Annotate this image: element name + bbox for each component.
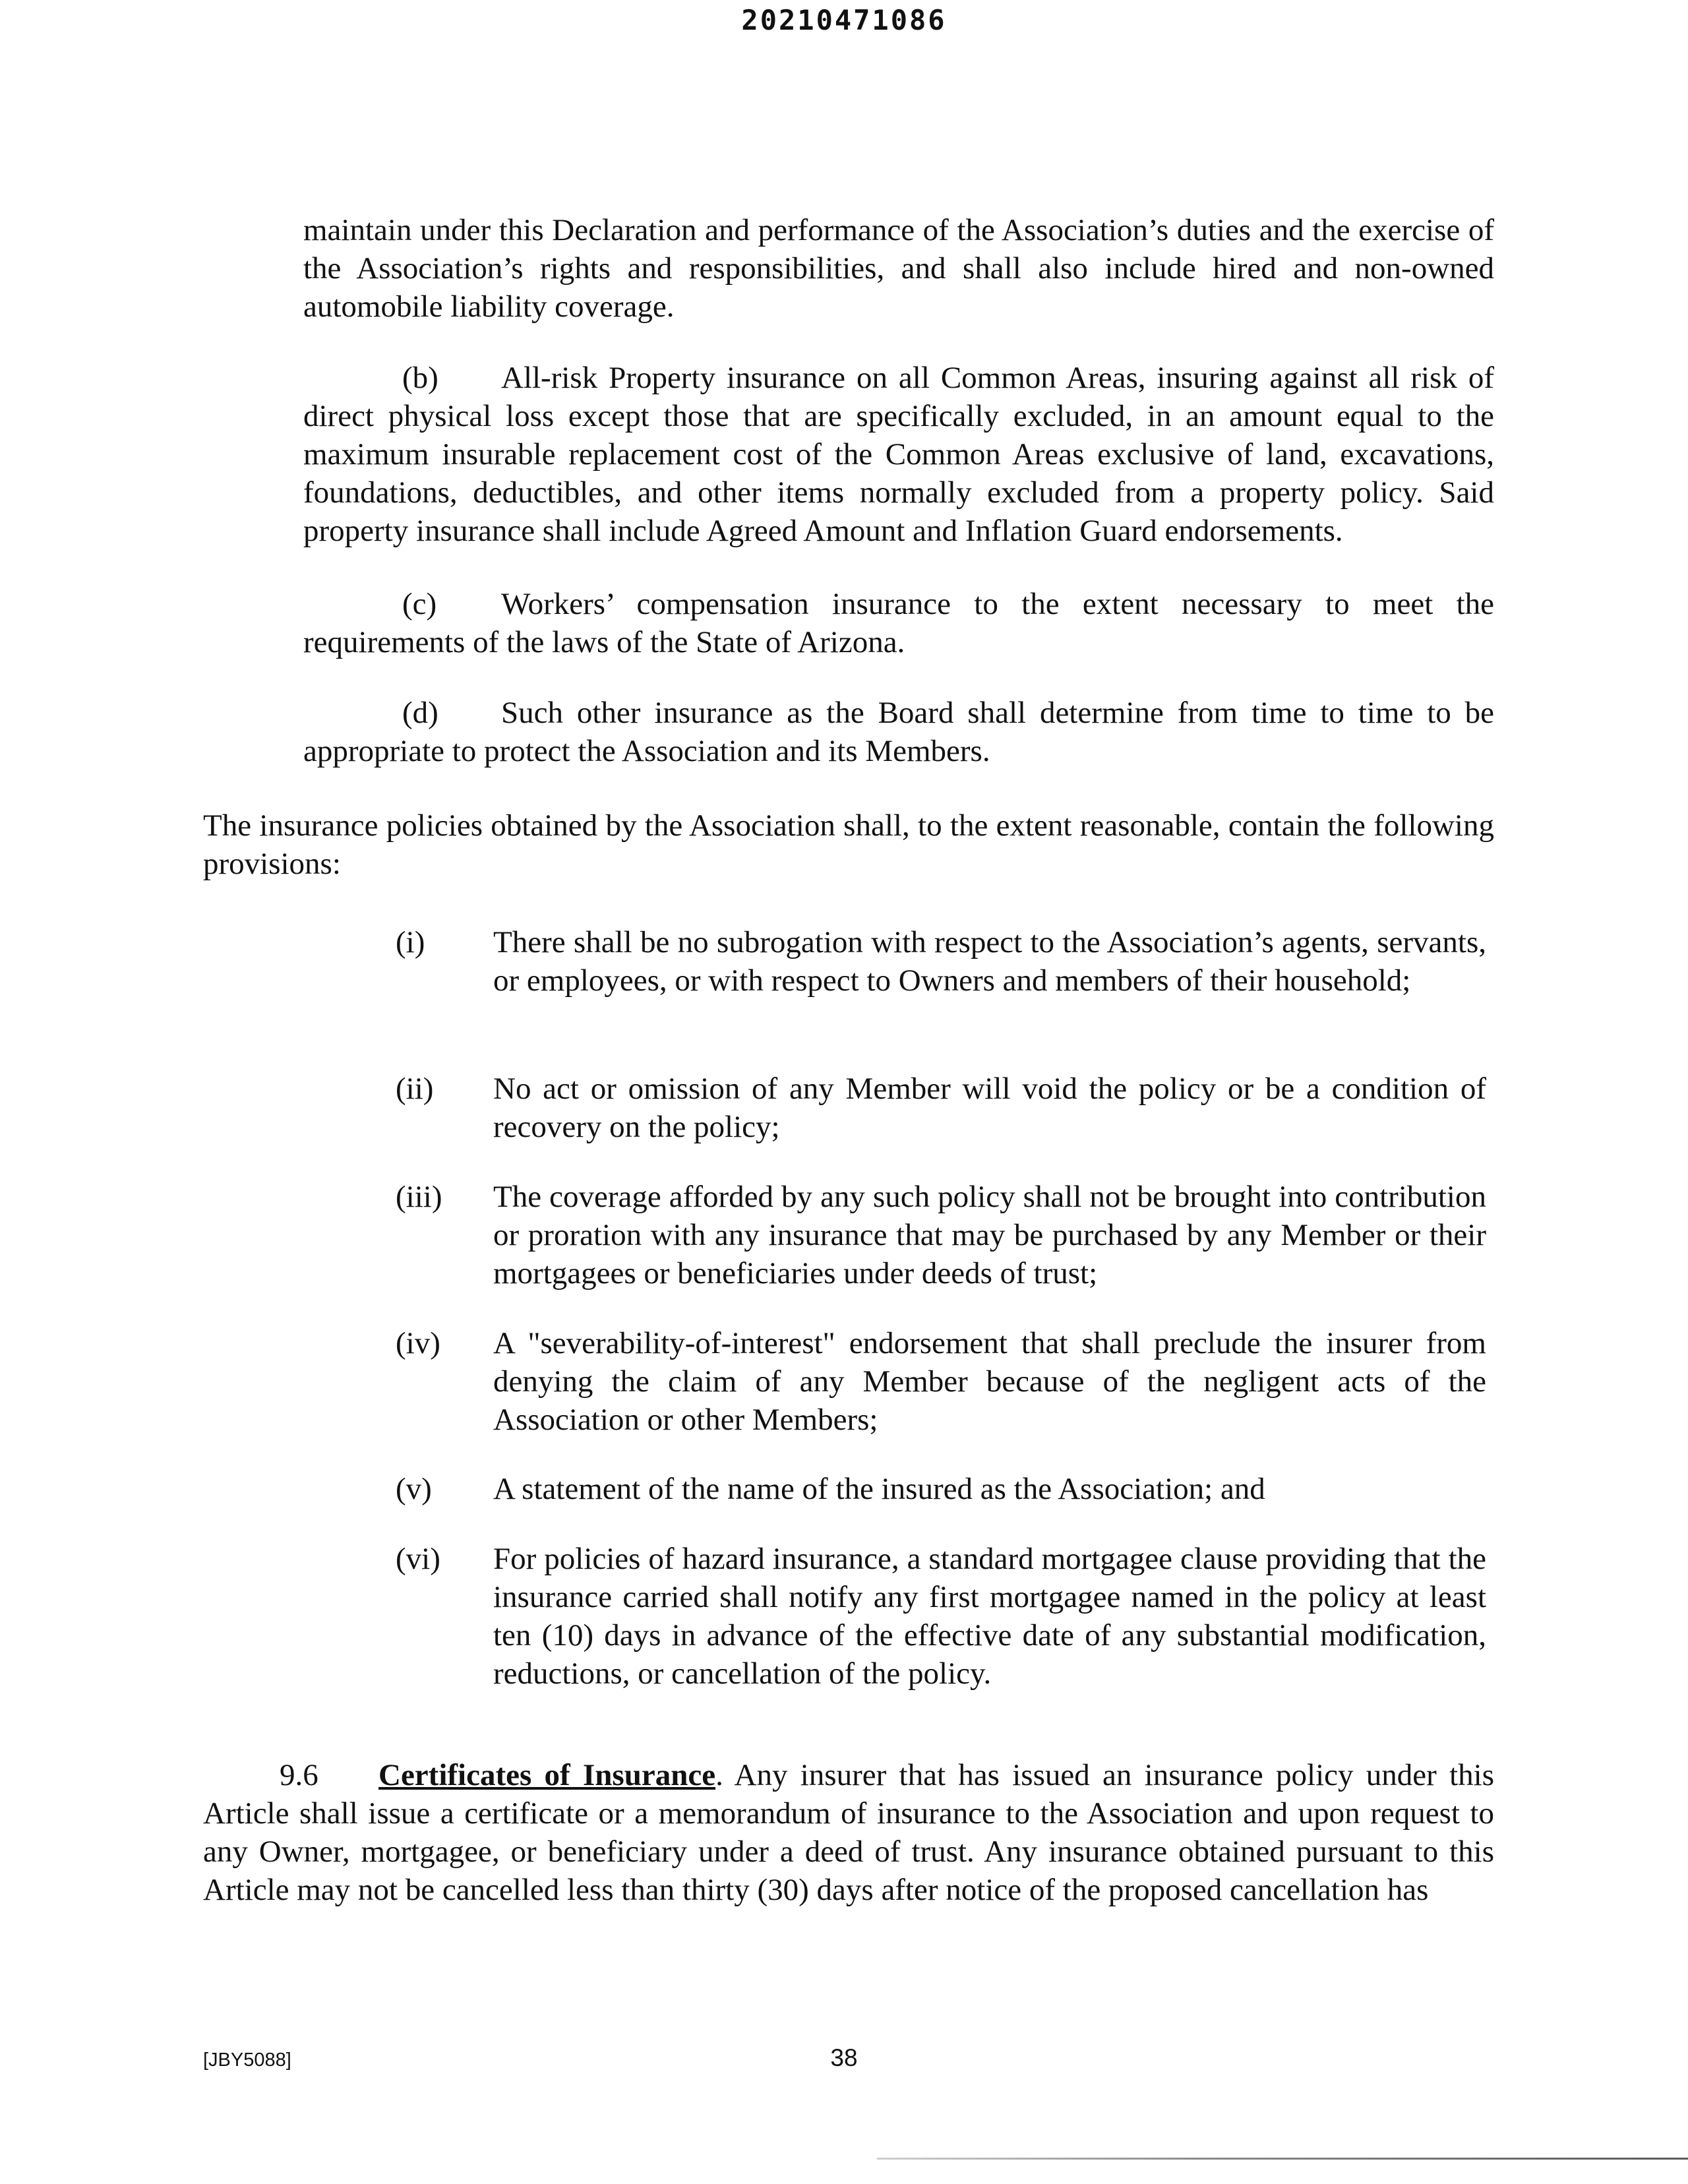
- provision-text: There shall be no subrogation with respect to the Association’s agents, servants, or employees, or with respect to Owners and members of their household;: [493, 925, 1486, 998]
- subparagraph-text: Workers’ compensation insurance to the extent necessary to meet the requirements of the laws of the State of Arizona.: [303, 587, 1494, 659]
- scan-edge-line: [877, 2158, 1688, 2160]
- provision-item: [396, 923, 1486, 1000]
- section-9-6-paragraph: [203, 1756, 1494, 1909]
- subparagraph-label: (d): [402, 696, 438, 730]
- provision-text: For policies of hazard insurance, a standard mortgagee clause providing that the insurance carried shall notify any first mortgagee named in the policy at least ten (10) days in advance of the effective date of any substantial modification, reductions, or cancellation of the policy.: [493, 1542, 1486, 1691]
- continued-paragraph: maintain under this Declaration and performance of the Association’s duties and the exercise of the Association’s rights and responsibilities, and shall also include hired and non-owned automobile liability coverage.: [303, 213, 1494, 324]
- subparagraph-label: (c): [402, 587, 437, 621]
- provision-number: (iv): [396, 1326, 440, 1360]
- provision-text: The coverage afforded by any such policy shall not be brought into contribution or proration with any insurance that may be purchased by any Member or their mortgagees or beneficiaries under deeds of trust;: [493, 1180, 1486, 1290]
- page-number: 38: [830, 2044, 858, 2071]
- footer-reference: [JBY5088]: [203, 2049, 291, 2071]
- subparagraph-label: (b): [402, 361, 438, 395]
- provision-item: [396, 1070, 1486, 1146]
- provision-item: [396, 1178, 1486, 1292]
- provision-number: (iii): [396, 1180, 442, 1214]
- provision-item: [396, 1324, 1486, 1439]
- provision-number: (v): [396, 1472, 432, 1506]
- subparagraph-c: [303, 585, 1494, 661]
- subparagraph-b: [303, 359, 1494, 550]
- subparagraph-d: [303, 694, 1494, 770]
- provision-text: A "severability-of-interest" endorsement that shall preclude the insurer from denying the claim of any Member because of the negligent acts of the Association or other Members;: [493, 1326, 1486, 1437]
- provision-item: [396, 1470, 1486, 1508]
- section-text: . Any insurer that has issued an insurance policy under this Article shall issue a certificate or a memorandum of insurance to the Association and upon request to any Owner, mortgagee, or beneficiary under a deed of trust. Any insurance obtained pursuant to this Article may not be cancelled less than thirty (30) days after notice of the proposed cancellation has: [203, 1758, 1494, 1907]
- section-number: 9.6: [280, 1758, 318, 1792]
- subparagraph-text: Such other insurance as the Board shall determine from time to time to be appropriate to protect the Association and its Members.: [303, 696, 1494, 768]
- section-title: Certificates of Insurance: [378, 1758, 716, 1792]
- document-number: 20210471086: [741, 4, 947, 36]
- subparagraph-text: All-risk Property insurance on all Common Areas, insuring against all risk of direct physical loss except those that are specifically excluded, in an amount equal to the maximum insurable replacement cost of the Common Areas exclusive of land, excavations, foundations, deductibles, and other items normally excluded from a property policy. Said property insurance shall include Agreed Amount and Inflation Guard endorsements.: [303, 361, 1494, 548]
- provision-text: No act or omission of any Member will void the policy or be a condition of recovery on the policy;: [493, 1072, 1486, 1144]
- provision-number: (vi): [396, 1542, 440, 1576]
- provision-item: [396, 1540, 1486, 1693]
- provision-text: A statement of the name of the insured as the Association; and: [493, 1472, 1265, 1506]
- provision-number: (i): [396, 925, 425, 959]
- provision-number: (ii): [396, 1072, 434, 1106]
- provisions-intro: The insurance policies obtained by the Association shall, to the extent reasonable, contain the following provisions:: [203, 808, 1494, 881]
